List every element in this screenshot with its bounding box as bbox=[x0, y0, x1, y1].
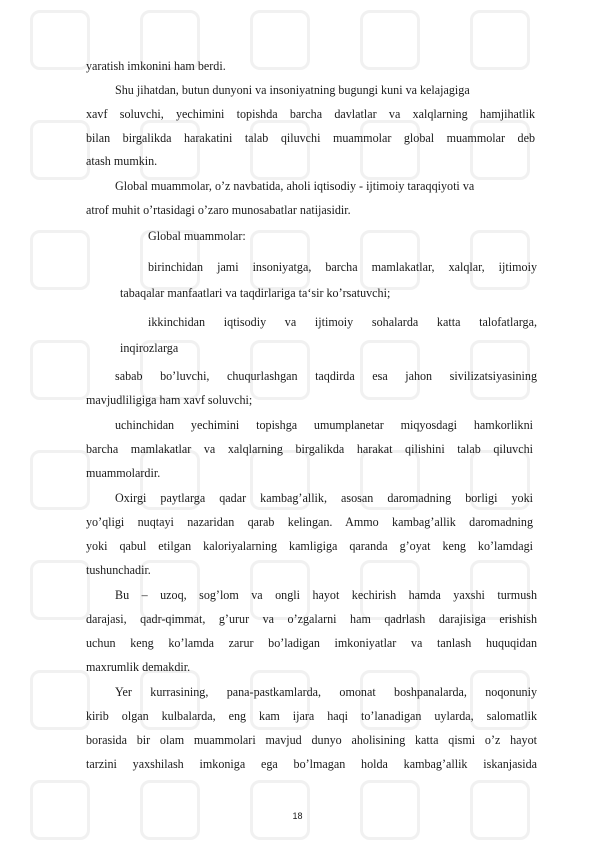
watermark-tile bbox=[140, 120, 200, 180]
text-line: tarzini yaxshilash imkoniga ega bo’lmagan holda kambag’allik iskanjasida bbox=[86, 757, 537, 771]
watermark-tile bbox=[30, 10, 90, 70]
text-line: uchinchidan yechimini topishga umumplanetar miqyosdagi hamkorlikni bbox=[115, 418, 533, 432]
text-line: borasida bir olam muammolari mavjud dunyo aholisining katta qismi o’z hayot bbox=[86, 733, 537, 747]
page-number: 18 bbox=[292, 811, 303, 821]
watermark-tile bbox=[30, 120, 90, 180]
list-item-line: birinchidan jami insoniyatga, barcha mamlakatlar, xalqlar, ijtimoiy bbox=[148, 260, 537, 274]
text-line: Yer kurrasining, pana-pastkamlarda, omonat boshpanalarda, noqonuniy bbox=[115, 685, 537, 699]
text-line: maxrumlik demakdir. bbox=[86, 660, 191, 674]
watermark-tile bbox=[360, 780, 420, 840]
text-line: yo’qligi nuqtayi nazaridan qarab kelingan. Ammo kambag’allik daromadning bbox=[86, 515, 533, 529]
text-line: tushunchadir. bbox=[86, 563, 151, 577]
watermark-tile bbox=[470, 10, 530, 70]
watermark-tile bbox=[30, 450, 90, 510]
text-line: atrof muhit o’rtasidagi o’zaro munosabatlar natijasidir. bbox=[86, 203, 351, 217]
text-line: kirib olgan kulbalarda, eng kam ijara haqi to’lanadigan uylarda, salomatlik bbox=[86, 709, 537, 723]
text-line: bilan birgalikda harakatini talab qiluvchi muammolar global muammolar deb bbox=[86, 131, 535, 145]
text-line: muammolardir. bbox=[86, 466, 161, 480]
list-item-line: tabaqalar manfaatlari va taqdirlariga ta‘sir ko’rsatuvchi; bbox=[120, 286, 391, 300]
text-line: yoki qabul etilgan kaloriyalarning kamligiga qaranda g’oyat keng ko’lamdagi bbox=[86, 539, 533, 553]
watermark-tile bbox=[360, 10, 420, 70]
section-heading: Global muammolar: bbox=[148, 229, 246, 243]
watermark-tile bbox=[470, 120, 530, 180]
watermark-tile bbox=[30, 670, 90, 730]
text-line: Global muammolar, o’z navbatida, aholi iqtisodiy - ijtimoiy taraqqiyoti va bbox=[115, 179, 475, 193]
text-line: yaratish imkonini ham berdi. bbox=[86, 59, 226, 73]
watermark-tile bbox=[30, 560, 90, 620]
text-line: uchun keng ko’lamda zarur bo’ladigan imkoniyatlar va tanlash huquqidan bbox=[86, 636, 537, 650]
watermark-tile bbox=[360, 120, 420, 180]
text-line: Oxirgi paytlarga qadar kambag’allik, asosan daromadning borligi yoki bbox=[115, 491, 533, 505]
watermark-tile bbox=[30, 780, 90, 840]
watermark-tile bbox=[30, 340, 90, 400]
text-line: barcha mamlakatlar va xalqlarning birgalikda harakat qilishini talab qiluvchi bbox=[86, 442, 533, 456]
text-line: darajasi, qadr-qimmat, g’urur va o’zgalarni ham qadrlash darajisiga erishish bbox=[86, 612, 537, 626]
watermark-tile bbox=[30, 230, 90, 290]
watermark-tile bbox=[250, 120, 310, 180]
watermark-tile bbox=[140, 780, 200, 840]
text-line: mavjudliligiga ham xavf soluvchi; bbox=[86, 393, 253, 407]
text-line: xavf soluvchi, yechimini topishda barcha davlatlar va xalqlarning hamjihatlik bbox=[86, 107, 535, 121]
watermark-tile bbox=[250, 10, 310, 70]
list-item-line: ikkinchidan iqtisodiy va ijtimoiy sohalarda katta talofatlarga, bbox=[148, 315, 537, 329]
watermark-tile bbox=[250, 780, 310, 840]
text-line: Bu – uzoq, sog’lom va ongli hayot kechirish hamda yaxshi turmush bbox=[115, 588, 537, 602]
text-line: Shu jihatdan, butun dunyoni va insoniyatning bugungi kuni va kelajagiga bbox=[115, 83, 470, 97]
text-line: atash mumkin. bbox=[86, 154, 158, 168]
watermark-tile bbox=[470, 780, 530, 840]
text-line: sabab bo’luvchi, chuqurlashgan taqdirda esa jahon sivilizatsiyasining bbox=[115, 369, 537, 383]
list-item-line: inqirozlarga bbox=[120, 341, 179, 355]
